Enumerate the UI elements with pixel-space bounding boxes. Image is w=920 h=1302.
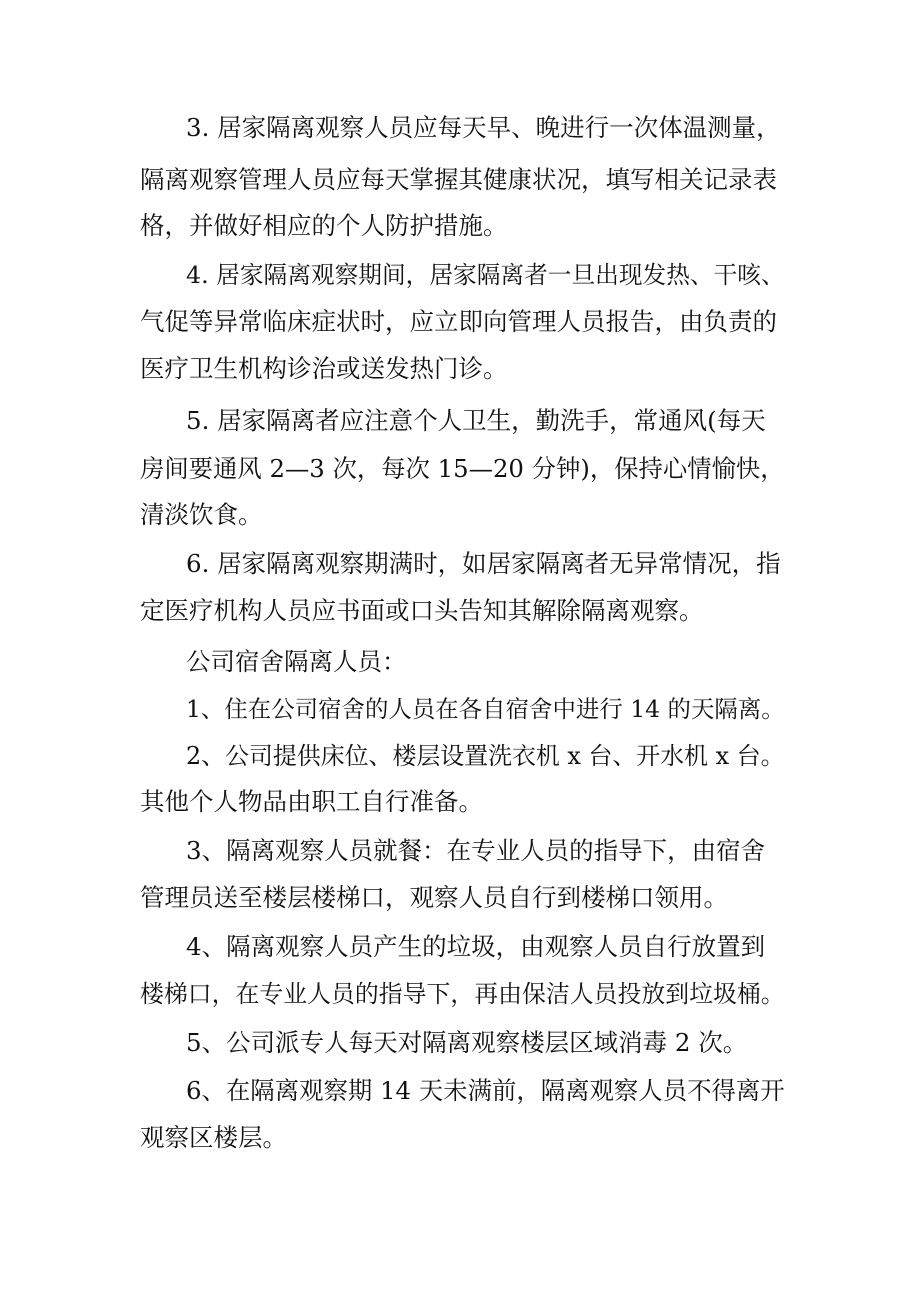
text-line-content: 1、住在公司宿舍的人员在各自宿舍中进行 14 的天隔离。 <box>186 695 785 723</box>
text-line-content: 楼梯口，在专业人员的指导下，再由保洁人员投放到垃圾桶。 <box>140 980 785 1008</box>
text-line <box>0 977 920 1011</box>
text-line <box>0 111 920 145</box>
text-line <box>0 785 920 819</box>
text-line <box>0 163 920 197</box>
text-line-content: 格，并做好相应的个人防护措施。 <box>140 211 508 240</box>
text-line <box>0 404 920 438</box>
text-line-content: 2、公司提供床位、楼层设置洗衣机 x 台、开水机 x 台。 <box>186 742 785 770</box>
text-line <box>0 692 920 726</box>
text-line-content: 5、公司派专人每天对隔离观察楼层区域消毒 2 次。 <box>186 1028 748 1057</box>
text-line-content: 清淡饮食。 <box>140 500 263 529</box>
text-line <box>0 834 920 868</box>
text-line-content: 4. 居家隔离观察期间，居家隔离者一旦出现发热、干咳、 <box>186 261 785 289</box>
text-line-content: 3. 居家隔离观察人员应每天早、晚进行一次体温测量， <box>186 113 781 142</box>
section-heading <box>0 645 920 679</box>
text-line-content: 6. 居家隔离观察期满时，如居家隔离者无异常情况，指 <box>186 549 781 578</box>
text-line <box>0 739 920 773</box>
text-line <box>0 258 920 292</box>
text-line-content: 房间要通风 2—3 次，每次 15—20 分钟)，保持心情愉快， <box>140 454 785 483</box>
text-line <box>0 209 920 243</box>
text-line-content: 3、隔离观察人员就餐：在专业人员的指导下，由宿舍 <box>186 836 766 865</box>
text-line <box>0 452 920 486</box>
text-line-content: 管理员送至楼层楼梯口，观察人员自行到楼梯口领用。 <box>140 883 728 912</box>
section-heading-text: 公司宿舍隔离人员： <box>186 647 407 676</box>
text-line <box>0 547 920 581</box>
text-line <box>0 881 920 915</box>
text-line <box>0 498 920 532</box>
text-line <box>0 1026 920 1060</box>
text-line <box>0 305 920 339</box>
text-line-content: 其他个人物品由职工自行准备。 <box>140 787 483 816</box>
text-line-content: 气促等异常临床症状时，应立即向管理人员报告，由负责的 <box>140 307 777 336</box>
text-line <box>0 352 920 386</box>
text-line-content: 5. 居家隔离者应注意个人卫生，勤洗手，常通风(每天 <box>186 406 766 435</box>
text-line-content: 定医疗机构人员应书面或口头告知其解除隔离观察。 <box>140 596 704 625</box>
text-line-content: 观察区楼层。 <box>140 1123 287 1152</box>
text-line-content: 4、隔离观察人员产生的垃圾，由观察人员自行放置到 <box>186 932 766 961</box>
text-line <box>0 930 920 964</box>
text-line-content: 医疗卫生机构诊治或送发热门诊。 <box>140 354 508 383</box>
text-line <box>0 1121 920 1155</box>
text-line-content: 6、在隔离观察期 14 天未满前，隔离观察人员不得离开 <box>186 1076 785 1105</box>
text-line <box>0 1074 920 1108</box>
text-line-content: 隔离观察管理人员应每天掌握其健康状况，填写相关记录表 <box>140 165 777 194</box>
text-line <box>0 594 920 628</box>
